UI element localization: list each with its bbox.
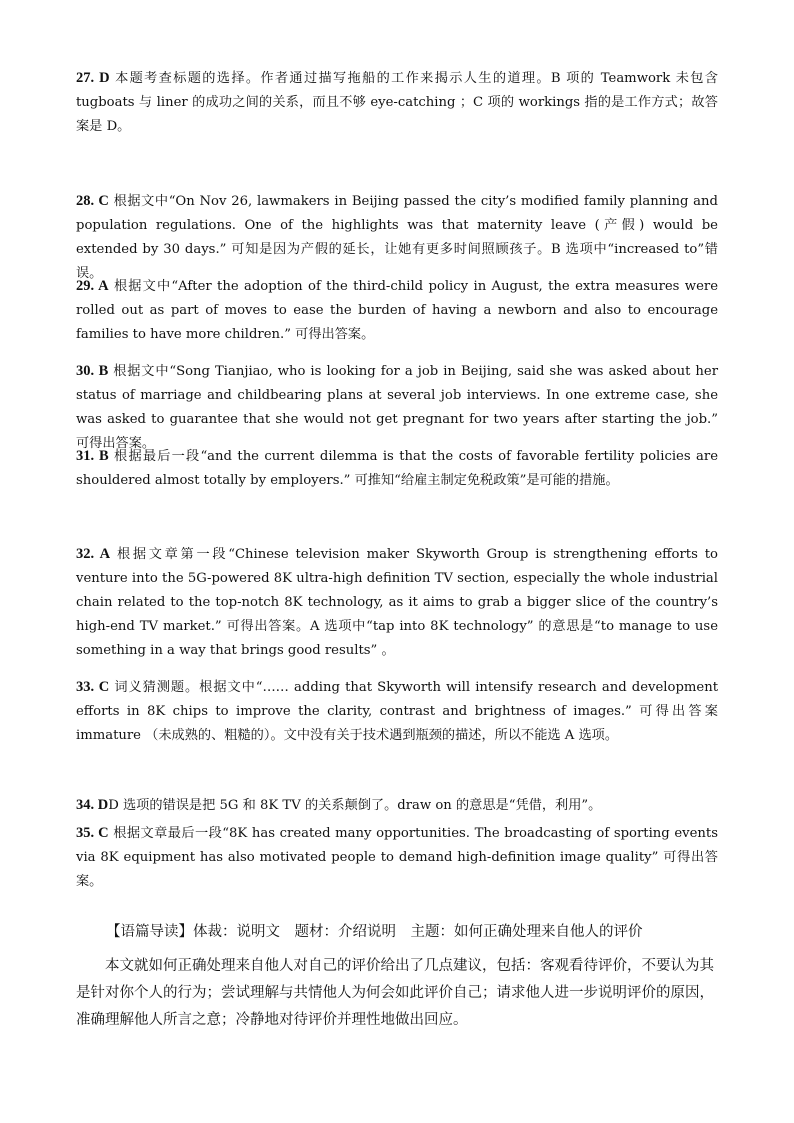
answer-text: 根据最后一段“and the current dilemma is that the costs of favorable fertility policies are shouldered almost totally by employers.” 可推知“给雇主制定免税政策”是可能的措施。: [76, 449, 719, 488]
answer-number: 30. B: [76, 363, 109, 379]
answer-32: [76, 542, 718, 663]
answer-29: [76, 274, 718, 347]
answer-30: [76, 359, 718, 456]
answer-text: 词义猜测题。根据文中“…… adding that Skyworth will intensify research and development efforts in 8K chips to improve the clarity, contrast and brightness of images.” 可得出答案 immature （未成熟的、粗糙的）。文中没有关于技术遇到瓶颈的描述，所以不能选 A 选项。: [76, 680, 718, 743]
answer-31: [76, 444, 718, 493]
answer-number: 31. B: [76, 448, 109, 464]
answer-number: 29. A: [76, 278, 109, 294]
answer-number: 35. C: [76, 825, 109, 841]
answer-text: 本题考查标题的选择。作者通过描写拖船的工作来揭示人生的道理。B 项的 Teamwork 未包含 tugboats 与 liner 的成功之间的关系，而且不够 eye-catching ；C 项的 workings 指的是工作方式；故答案是 D。: [76, 71, 718, 134]
answer-number: 33. C: [76, 679, 110, 695]
answer-27: [76, 66, 718, 139]
answer-number: 28. C: [76, 193, 109, 209]
answer-28: [76, 189, 718, 286]
answer-text: 根据文中“On Nov 26, lawmakers in Beijing passed the city’s modified family planning and population regulations. One of the highlights was that maternity leave (产假) would be extended by 30 days.” 可知是因为产假的延长，让她有更多时间照顾孩子。B 选项中“increased to”错误。: [76, 194, 718, 281]
answer-text: D 选项的错误是把 5G 和 8K TV 的关系颠倒了。draw on 的意思是“凭借，利用”。: [108, 798, 602, 813]
answer-number: 27. D: [76, 70, 110, 86]
answer-34: [76, 793, 718, 818]
answer-number: 34. D: [76, 797, 109, 813]
answer-text: 根据文章最后一段“8K has created many opportunities. The broadcasting of sporting events via 8K equipment has also motivated people to demand high-definition image quality” 可得出答案。: [76, 826, 718, 889]
answer-33: [76, 675, 718, 748]
answer-text: 根据文章第一段“Chinese television maker Skyworth Group is strengthening efforts to venture into the 5G-powered 8K ultra-high definition TV section, especially the whole industrial chain related to the top-notch 8K technology, as it aims to grab a bigger slice of the country’s high-end TV market.” 可得出答案。A 选项中“tap into 8K technology” 的意思是“to manage to use something in a way that brings good results” 。: [76, 547, 718, 658]
answer-text: 根据文中“Song Tianjiao, who is looking for a job in Beijing, said she was asked about her status of marriage and childbearing plans at several job interviews. In one extreme case, she was asked to guarantee that she would not get pregnant for two years after starting the job.” 可得出答案。: [76, 364, 718, 451]
answer-35: [76, 821, 718, 894]
reading-guide-heading: 【语篇导读】体裁：说明文 题材：介绍说明 主题：如何正确处理来自他人的评价: [106, 924, 643, 940]
answer-number: 32. A: [76, 546, 111, 562]
answer-text: 根据文中“After the adoption of the third-child policy in August, the extra measures were rolled out as part of moves to ease the burden of having a newborn and also to encourage families to have more children.” 可得出答案。: [76, 279, 719, 342]
reading-guide-body: 本文就如何正确处理来自他人对自己的评价给出了几点建议，包括：客观看待评价，不要认为其是针对你个人的行为；尝试理解与共情他人为何会如此评价自己；请求他人进一步说明评价的原因，准确理解他人所言之意；冷静地对待评价并理性地做出回应。: [76, 958, 714, 1028]
